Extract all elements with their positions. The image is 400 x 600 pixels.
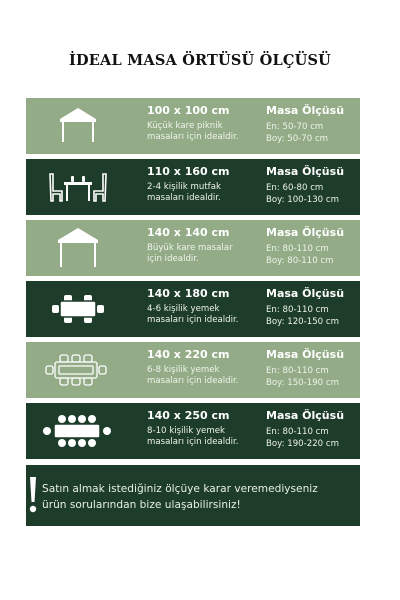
size-guide-panel xyxy=(26,98,360,526)
size-description xyxy=(147,365,277,387)
size-description xyxy=(147,304,277,326)
size-description xyxy=(147,121,277,143)
desc-line-2: masaları için idealdir. xyxy=(147,376,239,386)
table-width: En: 80-110 cm xyxy=(266,427,329,437)
gazebo-tent-icon xyxy=(40,225,116,271)
exclamation-icon xyxy=(28,475,38,515)
help-text-line-1: Satın almak istediğiniz ölçüye karar veremediyseniz xyxy=(42,483,318,495)
table-size-label: Masa Ölçüsü xyxy=(266,287,345,300)
table-size-label: Masa Ölçüsü xyxy=(266,104,345,117)
table-6-seats-icon xyxy=(40,286,116,332)
desc-line-1: 4-6 kişilik yemek xyxy=(147,304,220,314)
tablecloth-size: 140 x 140 cm xyxy=(147,226,230,239)
table-length: Boy: 120-150 cm xyxy=(266,317,339,327)
tablecloth-size: 100 x 100 cm xyxy=(147,104,230,117)
help-text-line-2: ürün sorularından bize ulaşabilirsiniz! xyxy=(42,499,241,511)
table-width: En: 80-110 cm xyxy=(266,305,329,315)
table-width: En: 60-80 cm xyxy=(266,183,324,193)
size-description xyxy=(147,243,277,265)
dining-set-icon xyxy=(40,164,116,210)
desc-line-1: 2-4 kişilik mutfak xyxy=(147,182,221,192)
table-8-seats-icon xyxy=(40,347,116,393)
tablecloth-size: 140 x 220 cm xyxy=(147,348,230,361)
size-description xyxy=(147,426,277,448)
table-width: En: 80-110 cm xyxy=(266,244,329,254)
table-length: Boy: 50-70 cm xyxy=(266,134,329,144)
desc-line-1: Büyük kare masalar xyxy=(147,243,233,253)
table-size-label: Masa Ölçüsü xyxy=(266,165,345,178)
size-row-140x180 xyxy=(26,281,360,337)
table-length: Boy: 100-130 cm xyxy=(266,195,339,205)
desc-line-1: 6-8 kişilik yemek xyxy=(147,365,220,375)
tablecloth-size: 110 x 160 cm xyxy=(147,165,230,178)
tablecloth-size: 140 x 250 cm xyxy=(147,409,230,422)
desc-line-2: masaları idealdir. xyxy=(147,193,221,203)
table-length: Boy: 150-190 cm xyxy=(266,378,339,388)
size-row-110x160 xyxy=(26,159,360,215)
table-width: En: 50-70 cm xyxy=(266,122,324,132)
desc-line-2: masaları için idealdir. xyxy=(147,437,239,447)
size-row-140x250 xyxy=(26,403,360,459)
gazebo-tent-icon xyxy=(40,103,116,149)
table-size-label: Masa Ölçüsü xyxy=(266,409,345,422)
desc-line-2: masaları için idealdir. xyxy=(147,315,239,325)
desc-line-1: 8-10 kişilik yemek xyxy=(147,426,225,436)
size-description xyxy=(147,182,277,204)
table-width: En: 80-110 cm xyxy=(266,366,329,376)
help-footer xyxy=(26,465,360,526)
table-10-seats-icon xyxy=(40,408,116,454)
table-size-label: Masa Ölçüsü xyxy=(266,226,345,239)
desc-line-2: için idealdir. xyxy=(147,254,199,264)
page-title: İDEAL MASA ÖRTÜSÜ ÖLÇÜSÜ xyxy=(69,52,331,69)
table-length: Boy: 80-110 cm xyxy=(266,256,334,266)
size-row-140x140 xyxy=(26,220,360,276)
desc-line-1: Küçük kare piknik xyxy=(147,121,223,131)
table-length: Boy: 190-220 cm xyxy=(266,439,339,449)
table-size-label: Masa Ölçüsü xyxy=(266,348,345,361)
desc-line-2: masaları için idealdir. xyxy=(147,132,239,142)
tablecloth-size: 140 x 180 cm xyxy=(147,287,230,300)
size-row-100x100 xyxy=(26,98,360,154)
size-row-140x220 xyxy=(26,342,360,398)
